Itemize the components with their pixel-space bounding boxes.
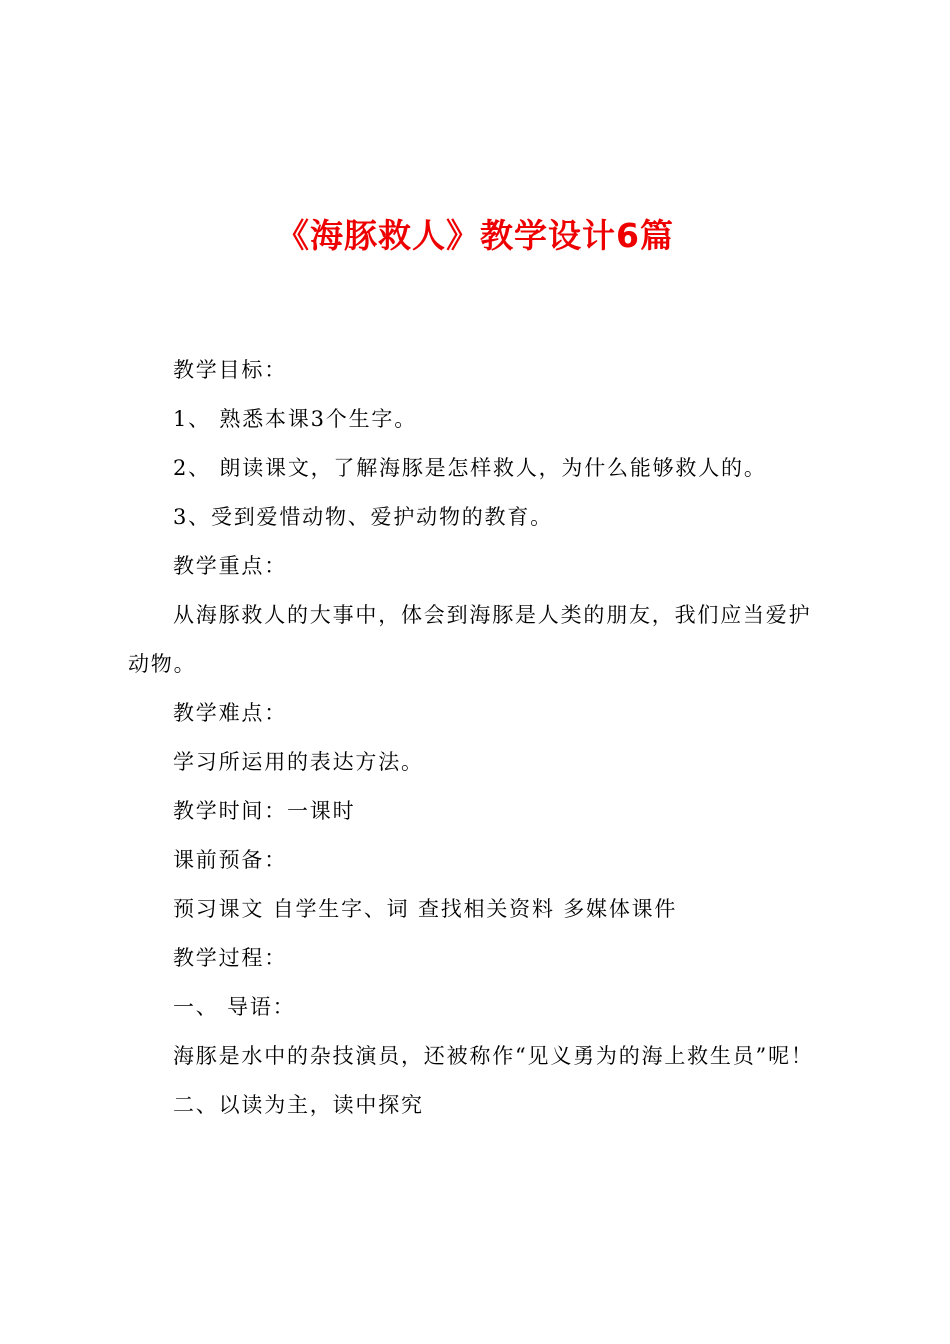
- document-title: 《海豚救人》教学设计6篇: [276, 216, 674, 255]
- teaching-difficulty-text: 学习所运用的表达方法。: [173, 750, 424, 774]
- teaching-time: 教学时间：一课时: [173, 799, 356, 823]
- heading-teaching-goals: 教学目标：: [173, 358, 287, 382]
- heading-teaching-focus: 教学重点：: [173, 554, 287, 578]
- preparation-text: 预习课文 自学生字、词 查找相关资料 多媒体课件: [173, 897, 678, 921]
- heading-teaching-process: 教学过程：: [173, 946, 287, 970]
- process-section-1-text: 海豚是水中的杂技演员，还被称作“见义勇为的海上救生员”呢！: [173, 1044, 814, 1068]
- process-section-1-heading: 一、 导语：: [173, 995, 296, 1019]
- process-section-2-heading: 二、以读为主，读中探究: [173, 1093, 424, 1117]
- goal-item-1: 1、 熟悉本课3个生字。: [173, 407, 417, 431]
- heading-preparation: 课前预备：: [173, 848, 287, 872]
- goal-item-2: 2、 朗读课文，了解海豚是怎样救人，为什么能够救人的。: [173, 456, 767, 480]
- goal-item-3: 3、受到爱惜动物、爱护动物的教育。: [173, 505, 553, 529]
- teaching-focus-text: 从海豚救人的大事中，体会到海豚是人类的朋友，我们应当爱护动物。: [128, 603, 812, 676]
- document-body: [128, 346, 834, 1130]
- heading-teaching-difficulty: 教学难点：: [173, 701, 287, 725]
